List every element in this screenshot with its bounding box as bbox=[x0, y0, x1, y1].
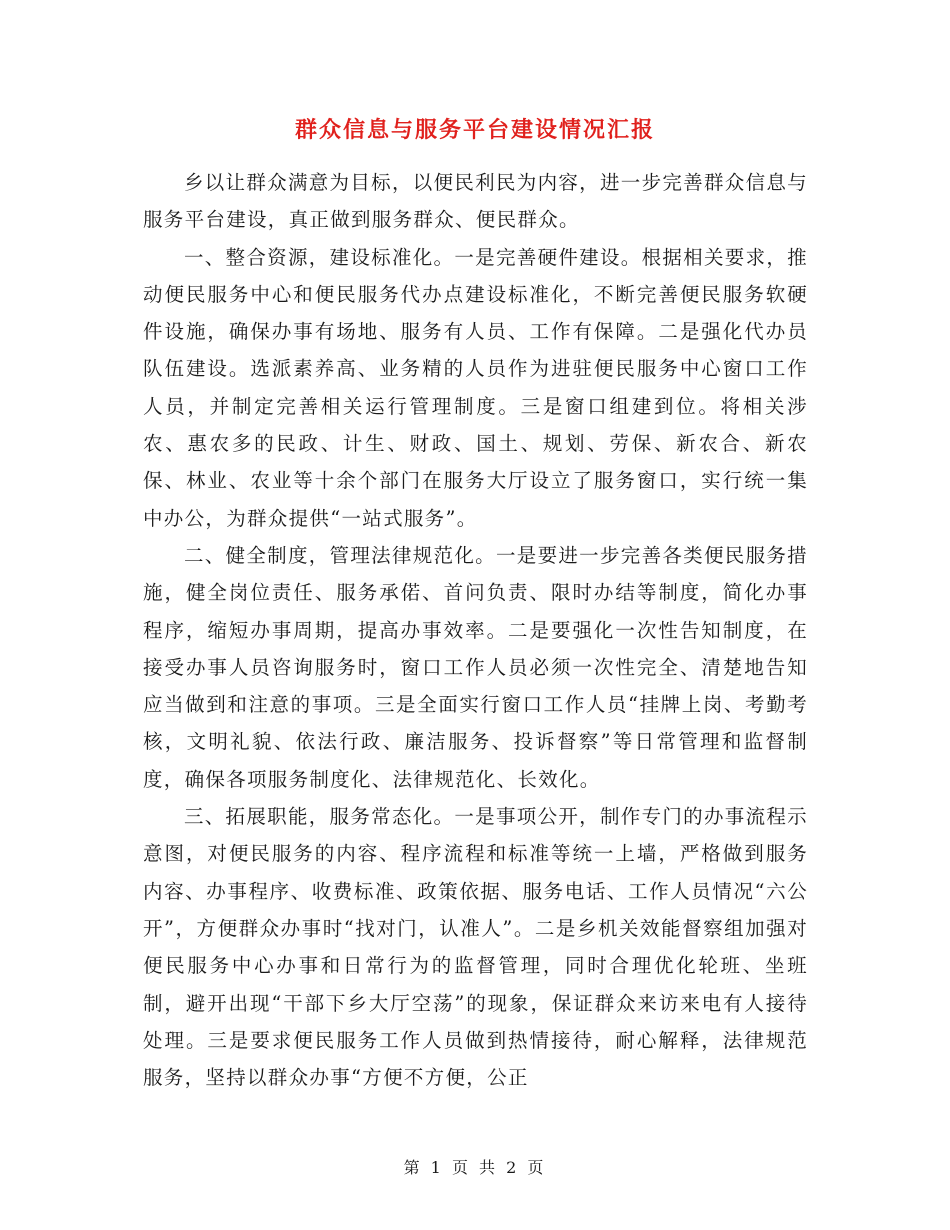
paragraph-section-2: 二、健全制度，管理法律规范化。一是要进一步完善各类便民服务措施，健全岗位责任、服务承偌、首问负责、限时办结等制度，简化办事程序，缩短办事周期，提高办事效率。二是要强化一次性告知制度，在接受办事人员咨询服务时，窗口工作人员必须一次性完全、清楚地告知应当做到和注意的事项。三是全面实行窗口工作人员“挂牌上岗、考勤考核，文明礼貌、依法行政、廉洁服务、投诉督察”等日常管理和监督制度，确保各项服务制度化、法律规范化、长效化。 bbox=[143, 543, 808, 791]
paragraph-intro: 乡以让群众满意为目标，以便民利民为内容，进一步完善群众信息与服务平台建设，真正做到服务群众、便民群众。 bbox=[143, 171, 808, 232]
page-number-footer: 第 1 页 共 2 页 bbox=[403, 1158, 547, 1177]
document-title: 群众信息与服务平台建设情况汇报 bbox=[294, 117, 655, 143]
paragraph-section-3: 三、拓展职能，服务常态化。一是事项公开，制作专门的办事流程示意图，对便民服务的内容、程序流程和标准等统一上墙，严格做到服务内容、办事程序、收费标准、政策依据、服务电话、工作人员情况“六公开”，方便群众办事时“找对门，认准人”。二是乡机关效能督察组加强对便民服务中心办事和日常行为的监督管理，同时合理优化轮班、坐班制，避开出现“干部下乡大厅空荡”的现象，保证群众来访来电有人接待处理。三是要求便民服务工作人员做到热情接待，耐心解释，法律规范服务，坚持以群众办事“方便不方便，公正 bbox=[143, 805, 808, 1090]
paragraph-section-1: 一、整合资源，建设标准化。一是完善硬件建设。根据相关要求，推动便民服务中心和便民服务代办点建设标准化，不断完善便民服务软硬件设施，确保办事有场地、服务有人员、工作有保障。二是强化代办员队伍建设。选派素养高、业务精的人员作为进驻便民服务中心窗口工作人员，并制定完善相关运行管理制度。三是窗口组建到位。将相关涉农、惠农多的民政、计生、财政、国土、规划、劳保、新农合、新农保、林业、农业等十余个部门在服务大厅设立了服务窗口，实行统一集中办公，为群众提供“一站式服务”。 bbox=[143, 245, 808, 530]
document-body bbox=[143, 164, 808, 1096]
